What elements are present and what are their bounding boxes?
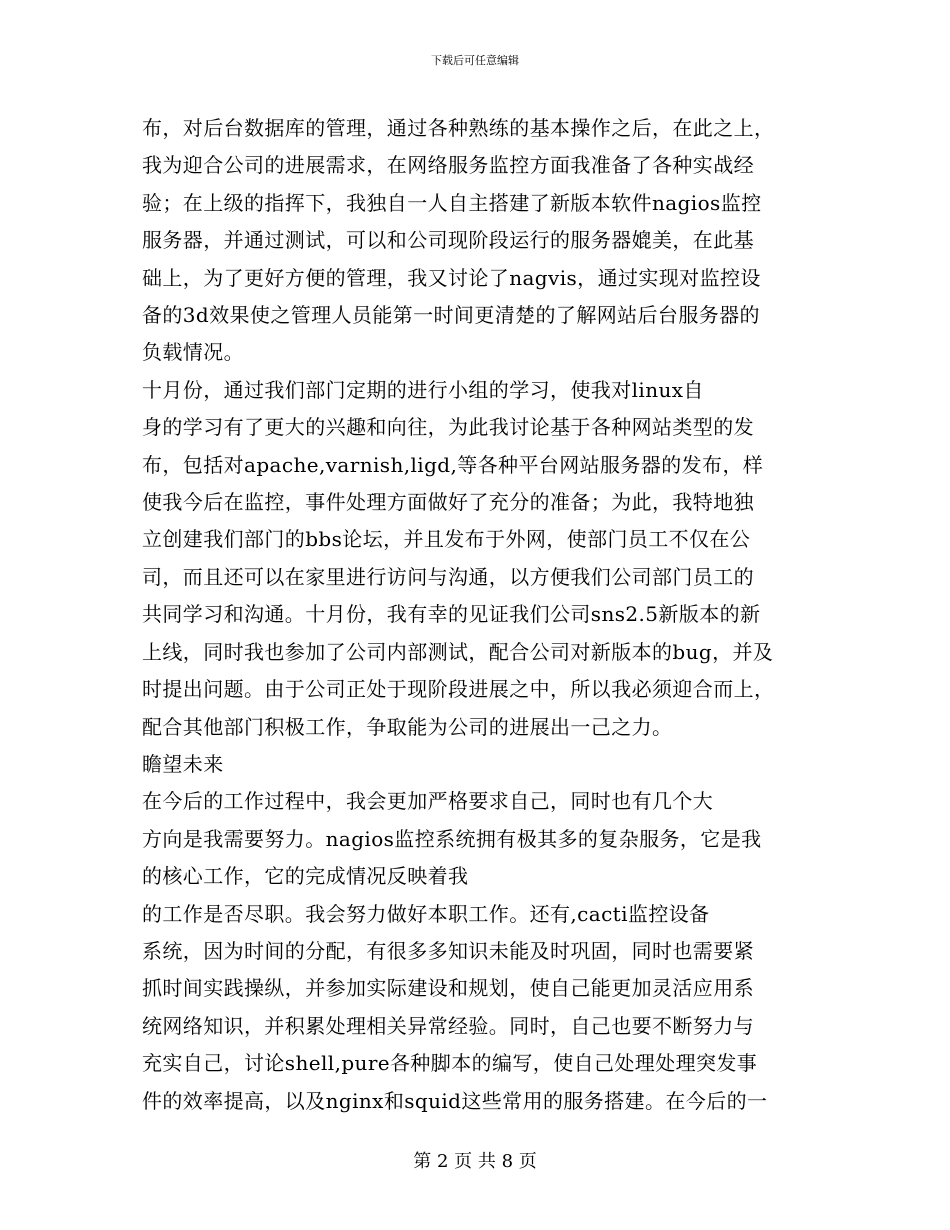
paragraph: 的工作是否尽职。我会努力做好本职工作。还有,cacti监控设备 系统，因为时间的分配，有很多多知识未能及时巩固，同时也需要紧 抓时间实践操纵，并参加实际建设和规划，使自己能更加灵活应用系 统网络知识，并积累处理相关异常经验。同时，自己也要不断努力与 充实自己，讨论shell,pure各种脚本的编写，使自己处理处理突发事 件的效率提高，以及nginx和squid这些常用的服务搭建。在今后的一 [142, 901, 768, 1113]
page-number-footer: 第 2 页 共 8 页 [413, 1151, 537, 1172]
page-header: 下载后可任意编辑 [431, 54, 519, 67]
document-body [142, 110, 812, 1120]
paragraph: 布，对后台数据库的管理，通过各种熟练的基本操作之后，在此之上， 我为迎合公司的进展需求，在网络服务监控方面我准备了各种实战经 验；在上级的指挥下，我独自一人自主搭建了新版本软件nagios监控 服务器，并通过测试，可以和公司现阶段运行的服务器媲美，在此基 础上，为了更好方便的管理，我又讨论了nagvis，通过实现对监控设 备的3d效果使之管理人员能第一时间更清楚的了解网站后台服务器的 负载情况。 [142, 116, 775, 365]
paragraph: 十月份，通过我们部门定期的进行小组的学习，使我对linux自 身的学习有了更大的兴趣和向往，为此我讨论基于各种网站类型的发 布，包括对apache,varnish,ligd,等各种平台网站服务器的发布，样 使我今后在监控，事件处理方面做好了充分的准备；为此，我特地独 立创建我们部门的bbs论坛，并且发布于外网，使部门员工不仅在公 司，而且还可以在家里进行访问与沟通，以方便我们公司部门员工的 共同学习和沟通。十月份，我有幸的见证我们公司sns2.5新版本的新 上线，同时我也参加了公司内部测试，配合公司对新版本的bug，并及 时提出问题。由于公司正处于现阶段进展之中，所以我必须迎合而上， 配合其他部门积极工作，争取能为公司的进展出一己之力。 [142, 377, 775, 739]
paragraph: 在今后的工作过程中，我会更加严格要求自己，同时也有几个大 方向是我需要努力。nagios监控系统拥有极其多的复杂服务，它是我 的核心工作，它的完成情况反映着我 [142, 789, 762, 889]
section-heading: 瞻望未来 [142, 751, 224, 776]
